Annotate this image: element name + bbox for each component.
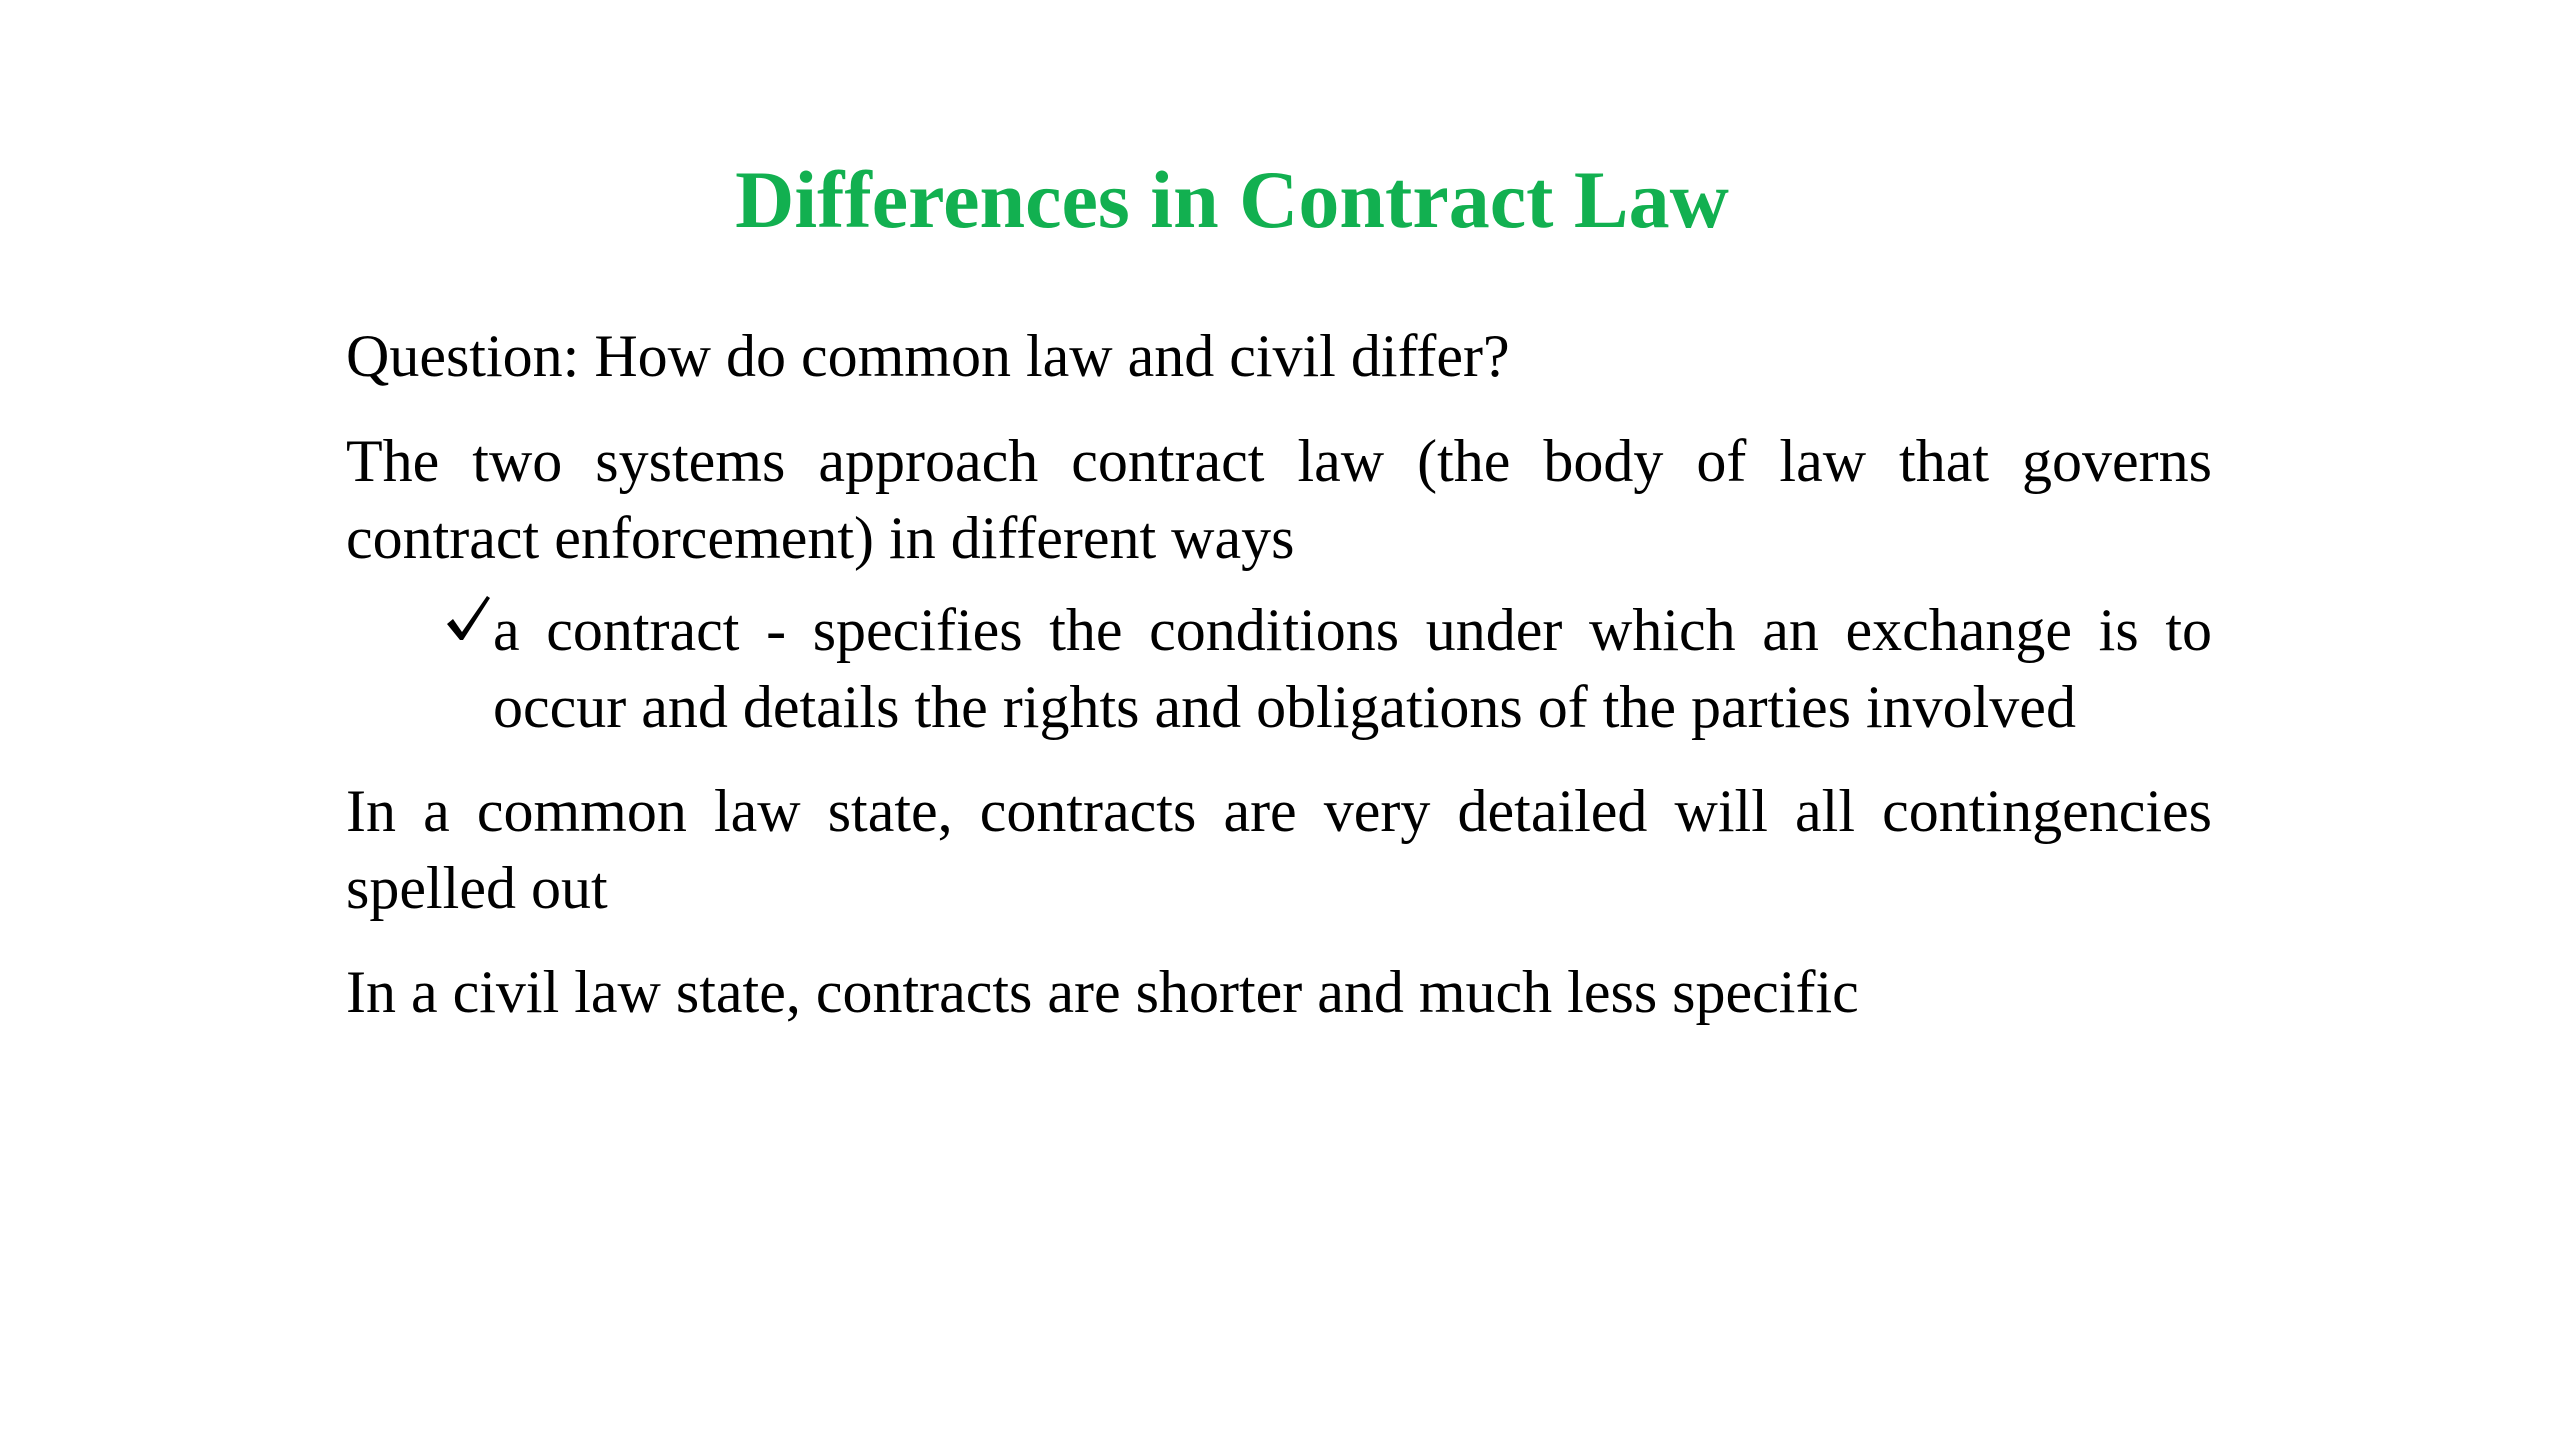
bullet-contract-definition [346,592,2212,746]
paragraph-civil-law: In a civil law state, contracts are shorter and much less specific [346,959,1859,1025]
bullet-text: a contract - specifies the conditions under which an exchange is to occur and details the rights and obligations of the parties involved [493,597,2212,740]
question-text: Question: How do common law and civil differ? [346,323,1510,389]
slide-title: Differences in Contract Law [735,154,1729,245]
slide-body [346,318,2212,1031]
checkmark-icon [443,588,493,648]
paragraph-systems: The two systems approach contract law (the body of law that governs contract enforcement) in different ways [346,428,2212,571]
paragraph-common-law: In a common law state, contracts are very detailed will all contingencies spelled out [346,778,2212,921]
